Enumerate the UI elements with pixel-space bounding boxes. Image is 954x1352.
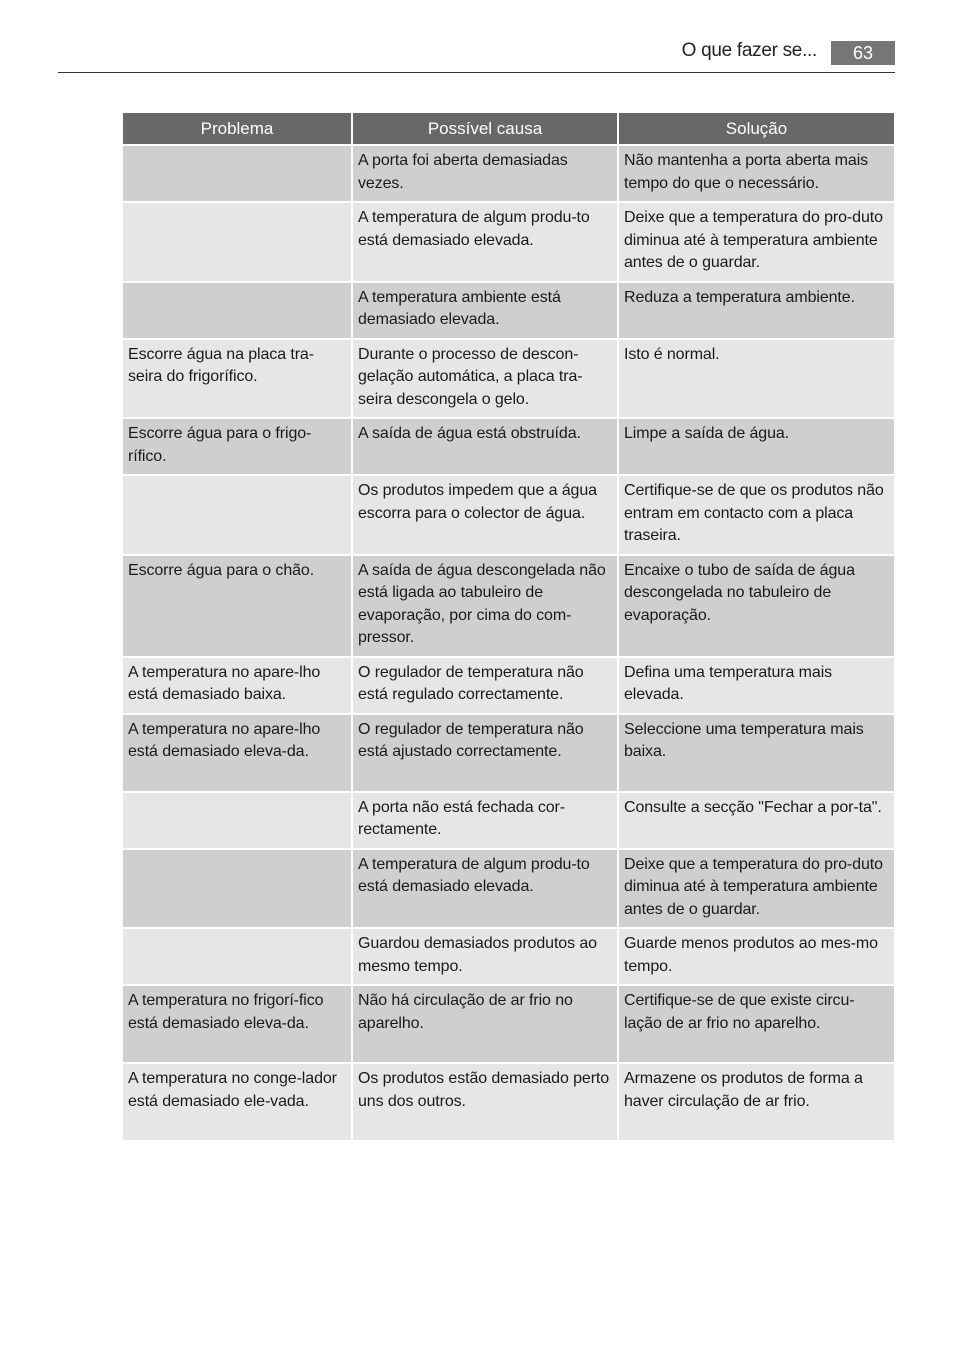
page-header bbox=[58, 38, 895, 73]
table-row bbox=[123, 283, 894, 338]
solution-cell: Deixe que a temperatura do pro-duto diminua até à temperatura ambiente antes de o guardar. bbox=[619, 203, 894, 281]
cause-cell: A porta não está fechada cor-rectamente. bbox=[353, 793, 617, 848]
problem-cell bbox=[123, 793, 351, 848]
table-row bbox=[123, 793, 894, 848]
solution-cell: Defina uma temperatura mais elevada. bbox=[619, 658, 894, 713]
cause-cell: Durante o processo de descon-gelação automática, a placa tra-seira descongela o gelo. bbox=[353, 340, 617, 418]
solution-cell: Limpe a saída de água. bbox=[619, 419, 894, 474]
problem-cell bbox=[123, 146, 351, 201]
cause-cell: A porta foi aberta demasiadas vezes. bbox=[353, 146, 617, 201]
problem-cell: Escorre água para o frigo-rífico. bbox=[123, 419, 351, 474]
cause-cell: A temperatura de algum produ-to está demasiado elevada. bbox=[353, 850, 617, 928]
solution-cell: Consulte a secção "Fechar a por-ta". bbox=[619, 793, 894, 848]
problem-cell bbox=[123, 203, 351, 281]
problem-cell: A temperatura no apare-lho está demasiado eleva-da. bbox=[123, 715, 351, 791]
problem-cell: Escorre água para o chão. bbox=[123, 556, 351, 656]
solution-cell: Certifique-se de que existe circu-lação de ar frio no aparelho. bbox=[619, 986, 894, 1062]
troubleshooting-table bbox=[121, 111, 896, 1142]
problem-cell: A temperatura no conge-lador está demasiado ele-vada. bbox=[123, 1064, 351, 1140]
problem-cell bbox=[123, 929, 351, 984]
solution-cell: Seleccione uma temperatura mais baixa. bbox=[619, 715, 894, 791]
table-row bbox=[123, 203, 894, 281]
cause-cell: A temperatura de algum produ-to está demasiado elevada. bbox=[353, 203, 617, 281]
problem-cell: Escorre água na placa tra-seira do frigorífico. bbox=[123, 340, 351, 418]
solution-cell: Encaixe o tubo de saída de água descongelada no tabuleiro de evaporação. bbox=[619, 556, 894, 656]
table-row bbox=[123, 715, 894, 791]
page-number: 63 bbox=[831, 41, 895, 65]
table-row bbox=[123, 986, 894, 1062]
header-cause: Possível causa bbox=[353, 113, 617, 144]
table-row bbox=[123, 929, 894, 984]
problem-cell bbox=[123, 476, 351, 554]
problem-cell: A temperatura no apare-lho está demasiado baixa. bbox=[123, 658, 351, 713]
table-row bbox=[123, 476, 894, 554]
cause-cell: Os produtos impedem que a água escorra para o colector de água. bbox=[353, 476, 617, 554]
solution-cell: Isto é normal. bbox=[619, 340, 894, 418]
solution-cell: Guarde menos produtos ao mes-mo tempo. bbox=[619, 929, 894, 984]
solution-cell: Armazene os produtos de forma a haver circulação de ar frio. bbox=[619, 1064, 894, 1140]
solution-cell: Reduza a temperatura ambiente. bbox=[619, 283, 894, 338]
cause-cell: O regulador de temperatura não está ajustado correctamente. bbox=[353, 715, 617, 791]
table-row bbox=[123, 658, 894, 713]
header-solution: Solução bbox=[619, 113, 894, 144]
table-header-row bbox=[123, 113, 894, 144]
cause-cell: A saída de água está obstruída. bbox=[353, 419, 617, 474]
header-problem: Problema bbox=[123, 113, 351, 144]
table-row bbox=[123, 340, 894, 418]
problem-cell: A temperatura no frigorí-fico está demasiado eleva-da. bbox=[123, 986, 351, 1062]
table-row bbox=[123, 556, 894, 656]
cause-cell: Os produtos estão demasiado perto uns dos outros. bbox=[353, 1064, 617, 1140]
table-row bbox=[123, 850, 894, 928]
solution-cell: Não mantenha a porta aberta mais tempo do que o necessário. bbox=[619, 146, 894, 201]
cause-cell: Não há circulação de ar frio no aparelho. bbox=[353, 986, 617, 1062]
cause-cell: A temperatura ambiente está demasiado elevada. bbox=[353, 283, 617, 338]
table-row bbox=[123, 146, 894, 201]
table-row bbox=[123, 419, 894, 474]
problem-cell bbox=[123, 283, 351, 338]
solution-cell: Certifique-se de que os produtos não entram em contacto com a placa traseira. bbox=[619, 476, 894, 554]
section-title: O que fazer se... bbox=[681, 40, 817, 61]
table-row bbox=[123, 1064, 894, 1140]
solution-cell: Deixe que a temperatura do pro-duto diminua até à temperatura ambiente antes de o guardar. bbox=[619, 850, 894, 928]
cause-cell: Guardou demasiados produtos ao mesmo tempo. bbox=[353, 929, 617, 984]
cause-cell: O regulador de temperatura não está regulado correctamente. bbox=[353, 658, 617, 713]
problem-cell bbox=[123, 850, 351, 928]
cause-cell: A saída de água descongelada não está ligada ao tabuleiro de evaporação, por cima do com-pressor. bbox=[353, 556, 617, 656]
